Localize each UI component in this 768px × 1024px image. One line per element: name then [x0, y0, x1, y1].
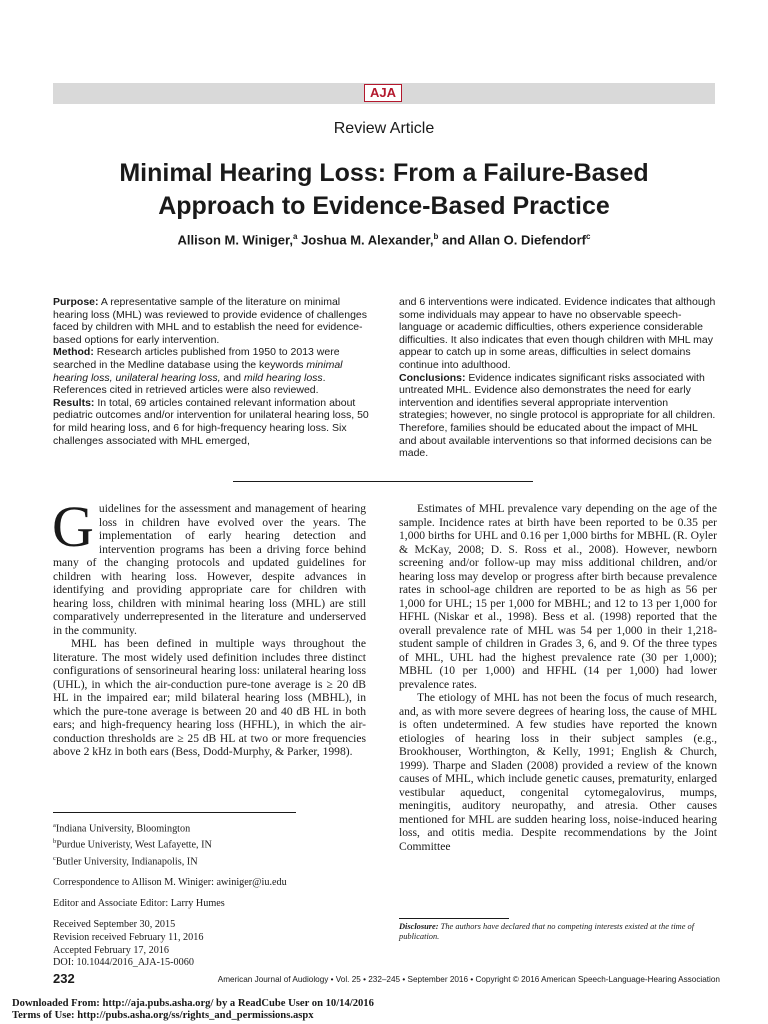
- affiliation-c-mark: c: [53, 854, 56, 862]
- article-title: [0, 157, 768, 223]
- disclosure-label: Disclosure:: [399, 922, 439, 931]
- affiliation-a: [53, 820, 353, 836]
- editor-info: Editor and Associate Editor: Larry Humes: [53, 897, 225, 909]
- abstract-method: [53, 346, 371, 396]
- disclosure-text: The authors have declared that no competing interests existed at the time of publication.: [399, 922, 695, 942]
- journal-citation: American Journal of Audiology • Vol. 25 • 232–245 • September 2016 • Copyright © 2016 American Speech-Language-Hearing Association: [217, 975, 720, 984]
- footnotes: [53, 820, 353, 970]
- abstract-right-column: [399, 296, 717, 460]
- title-line-2: Approach to Evidence-Based Practice: [158, 192, 610, 220]
- affiliation-a-text: Indiana University, Bloomington: [55, 823, 191, 835]
- body-paragraph-1-text: uidelines for the assessment and management of hearing loss in children have evolved over the years. The implementation of early hearing detection and intervention programs has been a driving force behind many of the changing protocols and updated guidelines for children with hearing loss. However, despite advances in identifying and providing appropriate care for children with hearing loss, children with minimal hearing loss (MHL) are still comparatively underrepresented in the literature and underserved in the community.: [53, 502, 366, 637]
- abstract-results-continued: and 6 interventions were indicated. Evidence indicates that although some individuals may appear to have no observable speech-language or academic difficulties, others experience considerable difficulties. It also indicates that even though children with MHL may appear to catch up in some areas, difficulties in select domains continue into adulthood.: [399, 296, 716, 371]
- body-right-column: [399, 502, 717, 853]
- abstract-conclusions: [399, 372, 717, 460]
- method-text: Research articles published from 1950 to 2013 were searched in the Medline database using the keywords: [53, 346, 340, 371]
- results-text: In total, 69 articles contained relevant information about pediatric outcomes and/or intervention for unilateral hearing loss, 50 for mild hearing loss, and 6 for high-frequency hearing loss. Six challenges associated with MHL emerged,: [53, 396, 369, 447]
- title-line-1: Minimal Hearing Loss: From a Failure-Based: [119, 159, 649, 187]
- body-paragraph-2: MHL has been defined in multiple ways throughout the literature. The most widely used definition includes three distinct configurations of sensorineural hearing loss: unilateral hearing loss (UHL), in which the air-conduction pure-tone average is ≥ 20 dB HL in the impaired ear; mild bilateral hearing loss (MBHL), in which the pure-tone average is between 20 and 40 dB HL in both ears; and high-frequency hearing loss (HFHL), in which the air-conduction thresholds are ≥ 25 dB HL at two or more frequencies above 2 kHz in both ears (Bess, Dodd-Murphy, & Parker, 1998).: [53, 637, 366, 758]
- affiliation-a-mark: a: [53, 822, 56, 829]
- method-label: Method:: [53, 346, 94, 359]
- author-list: [0, 232, 768, 247]
- author-1-affiliation: a: [293, 232, 298, 241]
- method-text-end: . References cited in retrieved articles were also reviewed.: [53, 371, 326, 397]
- body-left-column: [52, 494, 366, 759]
- journal-logo: AJA: [364, 84, 402, 102]
- terms-of-use: Terms of Use: http://pubs.asha.org/ss/rights_and_permissions.aspx: [12, 1010, 314, 1021]
- disclosure-divider: [399, 918, 509, 919]
- footnote-divider: [53, 812, 296, 813]
- affiliation-b-mark: b: [53, 838, 57, 846]
- author-2: Joshua M. Alexander,: [297, 232, 434, 248]
- conclusions-text: Evidence indicates significant risks associated with untreated MHL. Evidence also demonstrates the need for early intervention and identifies several appropriate intervention strategies; however, no single protocol is appropriate for all children. Therefore, families should be educated about the impact of MHL and about available interventions so that informed decisions can be made.: [399, 371, 716, 460]
- abstract-results: [53, 397, 371, 447]
- abstract-divider: [233, 481, 533, 482]
- affiliation-b-text: Purdue Univeristy, West Lafayette, IN: [56, 839, 212, 851]
- method-keyword-mild: mild hearing loss: [243, 371, 323, 384]
- conclusions-label: Conclusions:: [399, 371, 466, 384]
- purpose-text: A representative sample of the literature on minimal hearing loss (MHL) was reviewed to provide evidence of challenges faced by children with MHL and to establish the need for evidence-based options for early intervention.: [53, 296, 367, 346]
- author-2-affiliation: b: [433, 232, 439, 241]
- affiliation-b: [53, 836, 353, 852]
- received-date: Received September 30, 2015: [53, 918, 176, 930]
- article-type: Review Article: [333, 120, 435, 137]
- affiliation-c-text: Butler University, Indianapolis, IN: [55, 855, 198, 867]
- download-notice: Downloaded From: http://aja.pubs.asha.org/ by a ReadCube User on 10/14/2016: [12, 998, 374, 1009]
- author-3: and Allan O. Diefendorf: [438, 232, 586, 248]
- abstract-left-column: [53, 296, 371, 447]
- results-label: Results:: [53, 396, 95, 409]
- abstract-purpose: [53, 296, 371, 346]
- method-and: and: [220, 371, 244, 384]
- body-paragraph-3: Estimates of MHL prevalence vary depending on the age of the sample. Incidence rates at birth have been reported to be 0.35 per 1,000 births for UHL and 0.16 per 1,000 births for MBHL (R. Oyler & McKay, 2008; D. S. Ross et al., 2008). However, newborn screening and/or follow-up may miss additional children, and/or hearing loss may develop or progress after birth because prevalence rates in school-age children are reported to be as high as 56 per 1,000 for UHL; 15 per 1,000 for MBHL; and 12 to 13 per 1,000 for HFHL (Niskar et al., 1998). Bess et al. (1998) reported that the overall prevalence rate of MHL was 54 per 1,000 in their 1,218-student sample of children in Grades 3, 6, and 9. Of the three types of MHL, UHL had the highest prevalence rate (30 per 1,000); MBHL (10 per 1,000) and HFHL (14 per 1,000) had lower prevalence rates.: [399, 502, 717, 691]
- correspondence: Correspondence to Allison M. Winiger: awiniger@iu.edu: [53, 876, 287, 888]
- doi: DOI: 10.1044/2016_AJA-15-0060: [53, 957, 194, 969]
- author-3-affiliation: c: [586, 232, 591, 241]
- body-paragraph-1: [52, 494, 366, 637]
- accepted-date: Accepted February 17, 2016: [53, 944, 169, 956]
- author-1: Allison M. Winiger,: [177, 232, 293, 248]
- body-paragraph-4: The etiology of MHL has not been the focus of much research, and, as with more severe degrees of hearing loss, the cause of MHL is often undetermined. A few studies have reported the known etiologies of hearing loss in their subject samples (e.g., Brookhouser, Worthington, & Kelly, 1991; English & Church, 1999). Tharpe and Sladen (2008) provided a review of the known causes of MHL, which include genetic causes, prematurity, enlarged vestibular aqueduct, congenital cytomegalovirus, mumps, meningitis, auditory neuropathy, and atresia. Other causes mentioned for MHL are sudden hearing loss, noise-induced hearing loss, and otitis media. Despite recommendations by the Joint Committee: [399, 691, 717, 853]
- purpose-label: Purpose:: [53, 296, 99, 308]
- revision-date: Revision received February 11, 2016: [53, 931, 204, 943]
- page-number: 232: [53, 971, 75, 986]
- disclosure: [399, 922, 719, 942]
- drop-cap: G: [52, 494, 94, 559]
- method-keywords: minimal hearing loss, unilateral hearing loss,: [53, 358, 343, 384]
- affiliation-c: [53, 853, 353, 869]
